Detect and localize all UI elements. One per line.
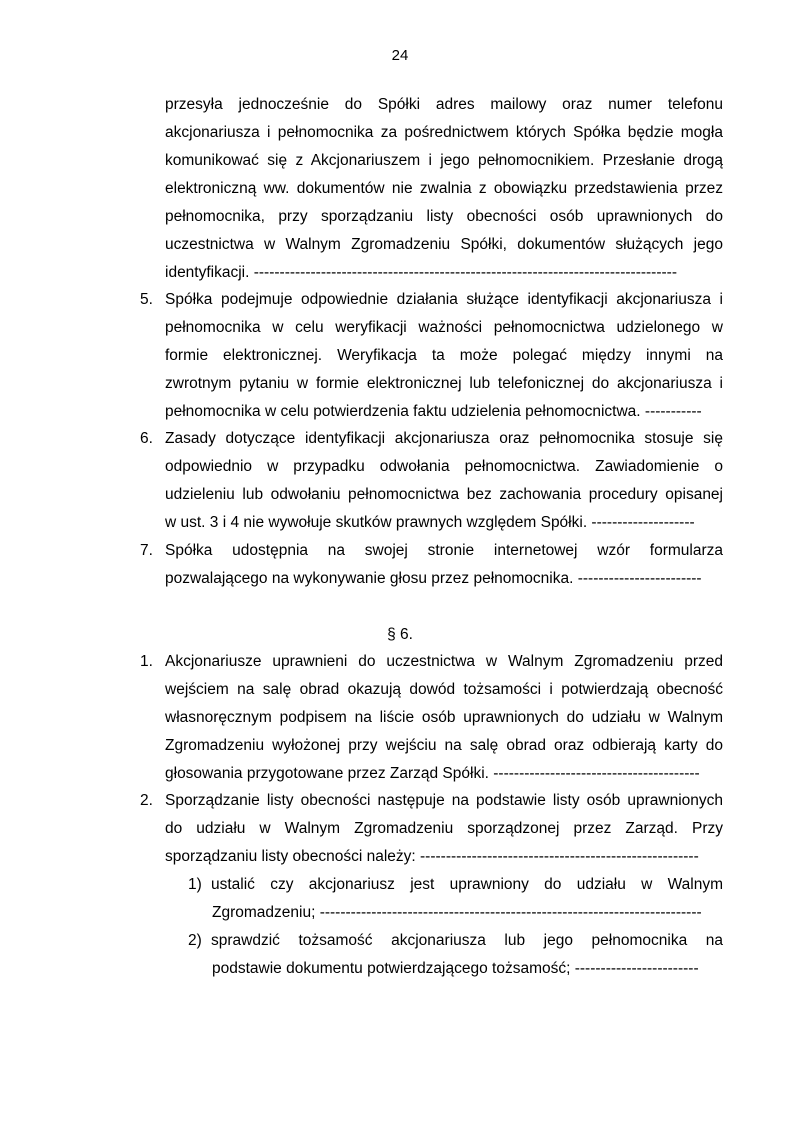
text-line: pełnomocnika, przy sporządzaniu listy obecności osób uprawnionych do	[165, 208, 723, 225]
item-number: 1.	[140, 653, 153, 670]
text-line: ustalić czy akcjonariusz jest uprawniony do udziału w Walnym	[211, 876, 723, 893]
text-line: w ust. 3 i 4 nie wywołuje skutków prawnych względem Spółki. --------------------	[165, 514, 695, 531]
text-line: uczestnictwa w Walnym Zgromadzeniu Spółki, dokumentów służących jego	[165, 236, 723, 253]
text-line: głosowania przygotowane przez Zarząd Spółki. ----------------------------------------	[165, 765, 700, 782]
text-line: pełnomocnika w celu weryfikacji ważności pełnomocnictwa udzielonego w	[165, 319, 723, 336]
text-line: Zasady dotyczące identyfikacji akcjonariusza oraz pełnomocnika stosuje się	[165, 430, 723, 447]
text-line: do udziału w Walnym Zgromadzeniu sporządzonej przez Zarząd. Przy	[165, 820, 723, 837]
item-number: 2.	[140, 792, 153, 809]
text-line: elektroniczną ww. dokumentów nie zwalnia z obowiązku przedstawienia przez	[165, 180, 723, 197]
text-line: odpowiednio w przypadku odwołania pełnomocnictwa. Zawiadomienie o	[165, 458, 723, 475]
text-line: zwrotnym pytaniu w formie elektronicznej lub telefonicznej do akcjonariusza i	[165, 375, 723, 392]
text-line: Akcjonariusze uprawnieni do uczestnictwa w Walnym Zgromadzeniu przed	[165, 653, 723, 670]
text-line: udzieleniu lub odwołaniu pełnomocnictwa bez zachowania procedury opisanej	[165, 486, 723, 503]
text-line: akcjonariusza i pełnomocnika za pośrednictwem których Spółka będzie mogła	[165, 124, 723, 141]
item-number: 7.	[140, 542, 153, 559]
text-line: Zgromadzeniu wyłożonej przy wejściu na salę obrad oraz odbierają karty do	[165, 737, 723, 754]
text-line: Spółka udostępnia na swojej stronie internetowej wzór formularza	[165, 542, 723, 559]
item-number: 5.	[140, 291, 153, 308]
text-line: pełnomocnika w celu potwierdzenia faktu udzielenia pełnomocnictwa. -----------	[165, 403, 702, 420]
text-line: Spółka podejmuje odpowiednie działania służące identyfikacji akcjonariusza i	[165, 291, 723, 308]
text-line: identyfikacji. ----------------------------------------------------------------------------------	[165, 264, 677, 281]
subitem-number: 1)	[188, 876, 202, 893]
item-number: 6.	[140, 430, 153, 447]
subitem-number: 2)	[188, 932, 202, 949]
text-line: komunikować się z Akcjonariuszem i jego pełnomocnikiem. Przesłanie drogą	[165, 152, 723, 169]
text-line: Sporządzanie listy obecności następuje na podstawie listy osób uprawnionych	[165, 792, 723, 809]
text-line: podstawie dokumentu potwierdzającego tożsamość; ------------------------	[212, 960, 699, 977]
page-number: 24	[391, 47, 409, 64]
text-line: wejściem na salę obrad okazują dowód tożsamości i potwierdzają obecność	[165, 681, 723, 698]
text-line: własnoręcznym podpisem na liście osób uprawnionych do udziału w Walnym	[165, 709, 723, 726]
section-heading: § 6.	[387, 626, 413, 643]
text-line: Zgromadzeniu; --------------------------------------------------------------------------	[212, 904, 702, 921]
text-line: przesyła jednocześnie do Spółki adres mailowy oraz numer telefonu	[165, 96, 723, 113]
text-line: sporządzaniu listy obecności należy: ------------------------------------------------------	[165, 848, 699, 865]
text-line: sprawdzić tożsamość akcjonariusza lub jego pełnomocnika na	[211, 932, 723, 949]
text-line: formie elektronicznej. Weryfikacja ta może polegać między innymi na	[165, 347, 723, 364]
text-line: pozwalającego na wykonywanie głosu przez pełnomocnika. ------------------------	[165, 570, 702, 587]
